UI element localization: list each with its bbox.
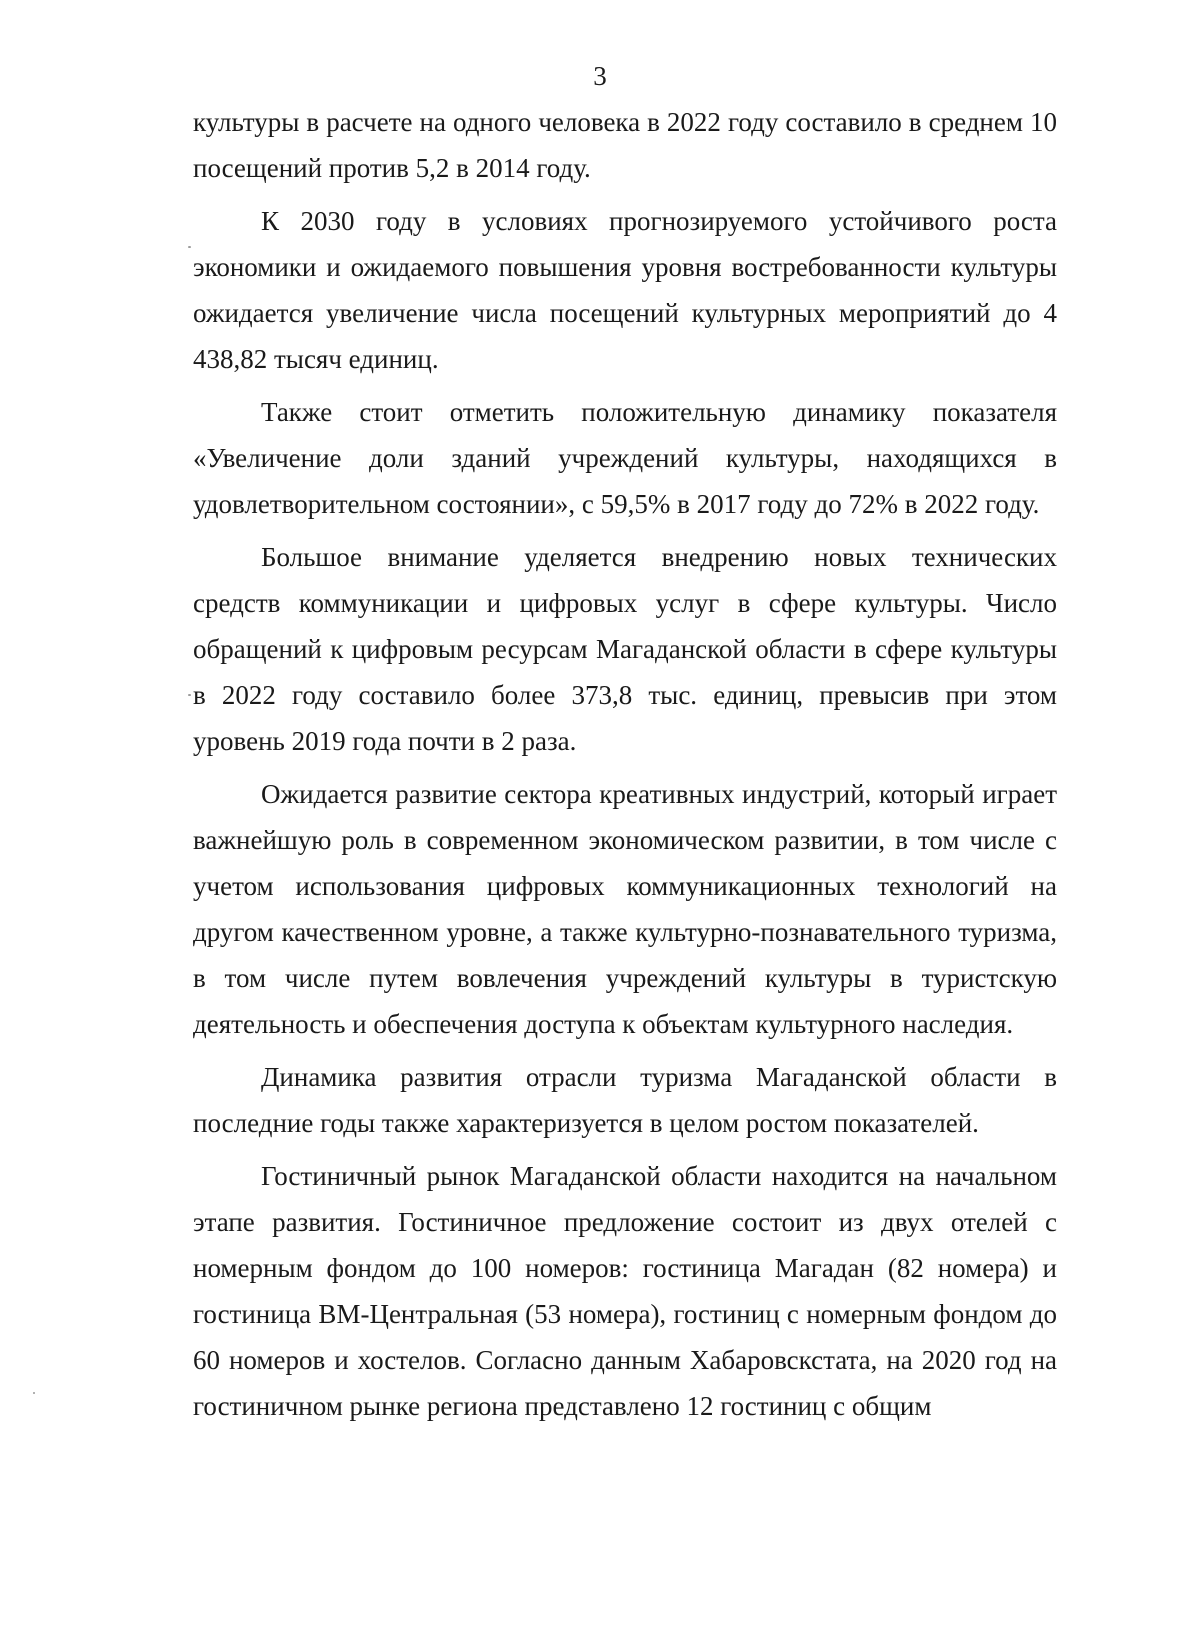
- paragraph: культуры в расчете на одного человека в 2022 году составило в среднем 10 посещений против 5,2 в 2014 году.: [193, 107, 1057, 183]
- paragraph: К 2030 году в условиях прогнозируемого устойчивого роста экономики и ожидаемого повышения уровня востребованности культуры ожидается увеличение числа посещений культурных мероприятий до 4 438,82 тысяч единиц.: [193, 206, 1057, 374]
- scan-speck: [188, 694, 191, 696]
- paragraph: Динамика развития отрасли туризма Магаданской области в последние годы также характеризуется в целом ростом показателей.: [193, 1062, 1057, 1138]
- page-number: 3: [593, 61, 607, 91]
- document-body: [193, 99, 1057, 1429]
- paragraph: Гостиничный рынок Магаданской области находится на начальном этапе развития. Гостиничное предложение состоит из двух отелей с номерным фондом до 100 номеров: гостиница Магадан (82 номера) и гостиница ВМ-Центральная (53 номера), гостиниц с номерным фондом до 60 номеров и хостелов. Согласно данным Хабаровскстата, на 2020 год на гостиничном рынке региона представлено 12 гостиниц с общим: [193, 1161, 1057, 1421]
- scan-speck: [33, 1392, 35, 1394]
- scan-speck: [188, 246, 191, 248]
- paragraph: Большое внимание уделяется внедрению новых технических средств коммуникации и цифровых услуг в сфере культуры. Число обращений к цифровым ресурсам Магаданской области в сфере культуры в 2022 году составило более 373,8 тыс. единиц, превысив при этом уровень 2019 года почти в 2 раза.: [193, 542, 1057, 756]
- paragraph: Ожидается развитие сектора креативных индустрий, который играет важнейшую роль в современном экономическом развитии, в том числе с учетом использования цифровых коммуникационных технологий на другом качественном уровне, а также культурно-познавательного туризма, в том числе путем вовлечения учреждений культуры в туристскую деятельность и обеспечения доступа к объектам культурного наследия.: [193, 779, 1057, 1039]
- paragraph: Также стоит отметить положительную динамику показателя «Увеличение доли зданий учреждений культуры, находящихся в удовлетворительном состоянии», с 59,5% в 2017 году до 72% в 2022 году.: [193, 397, 1057, 519]
